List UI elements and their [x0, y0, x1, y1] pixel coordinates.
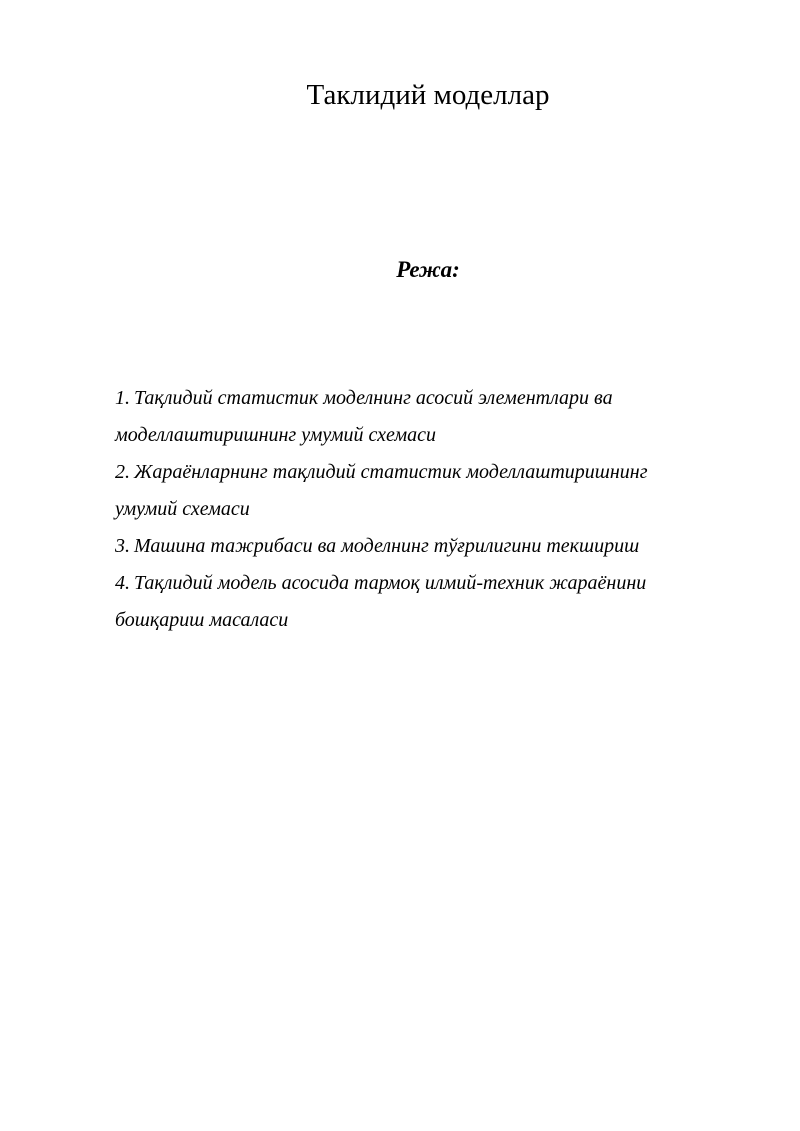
- plan-heading: Режа:: [396, 257, 460, 282]
- document-title: Таклидий моделлар: [306, 79, 550, 111]
- plan-item-4-text: Тақлидий модель асосида тармоқ илмий-техник жараёнини: [134, 572, 647, 594]
- plan-item-1-number: 1.: [115, 387, 130, 409]
- plan-item-2-line-2: умумий схемаси: [115, 498, 250, 520]
- plan-item-3: [115, 528, 715, 565]
- plan-item-1-line-2: моделлаштиришнинг умумий схемаси: [115, 424, 437, 446]
- plan-list: [115, 380, 715, 639]
- plan-item-1-line-1: [115, 380, 715, 417]
- plan-item-1-text: Тақлидий статистик моделнинг асосий элементлари ва: [134, 387, 613, 409]
- plan-item-4-line-2: бошқариш масаласи: [115, 609, 289, 631]
- plan-item-3-number: 3.: [115, 535, 130, 557]
- plan-item-2-line-1: [115, 454, 715, 491]
- plan-item-2-text: Жараёнларнинг тақлидий статистик моделлаштиришнинг: [134, 461, 648, 483]
- plan-item-3-line-1: [115, 528, 715, 565]
- plan-item-1: [115, 380, 715, 454]
- plan-item-4: [115, 565, 715, 639]
- plan-item-4-number: 4.: [115, 572, 130, 594]
- plan-item-2-number: 2.: [115, 461, 130, 483]
- plan-item-2: [115, 454, 715, 528]
- plan-item-3-text: Машина тажрибаси ва моделнинг тўғрилигини текшириш: [134, 535, 640, 557]
- plan-item-4-line-1: [115, 565, 715, 602]
